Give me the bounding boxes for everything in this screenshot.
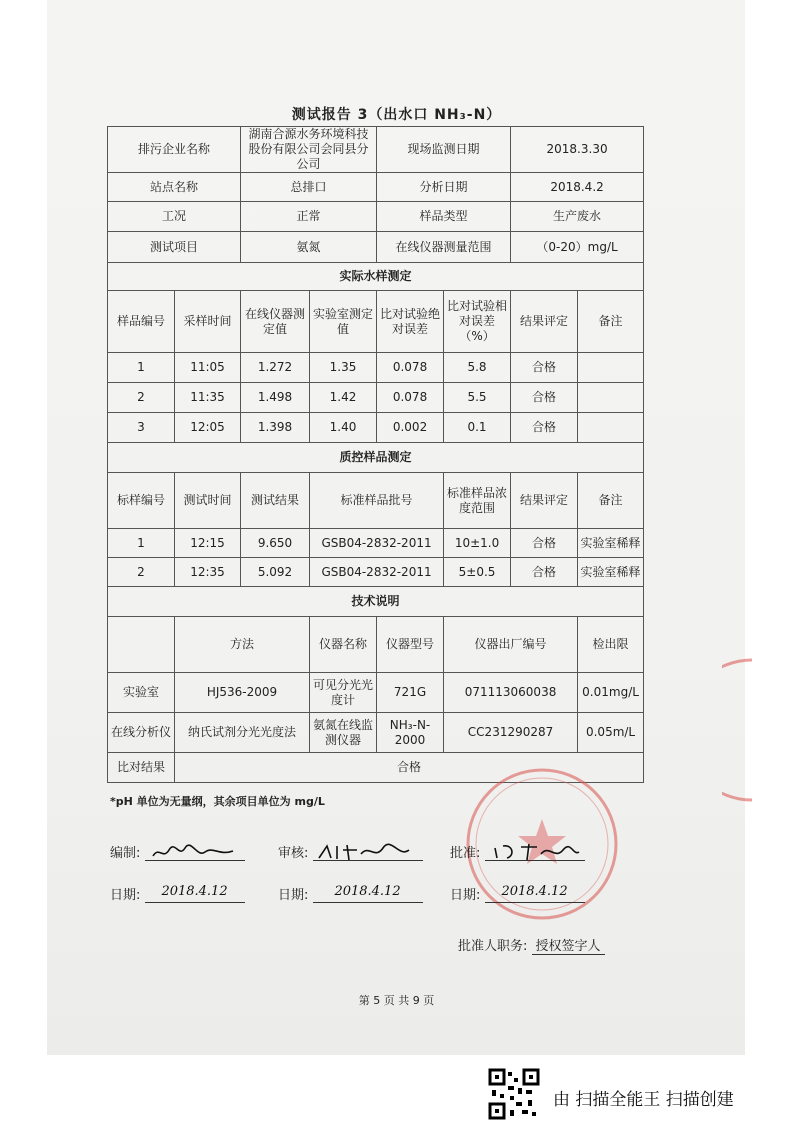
table-row	[108, 529, 644, 558]
tech-limit: 0.05m/L	[578, 713, 644, 753]
qc-header-cell: 测试时间	[175, 473, 241, 529]
reviewer-signature	[313, 842, 423, 861]
qc-batch: GSB04-2832-2011	[310, 529, 444, 558]
sample-time: 11:35	[175, 383, 241, 413]
header-row-enterprise	[108, 127, 644, 173]
sample-type-label: 样品类型	[377, 202, 511, 232]
qc-header-row	[108, 473, 644, 529]
remark	[578, 383, 644, 413]
tech-serial: CC231290287	[444, 713, 578, 753]
qc-section-row	[108, 443, 644, 473]
monitor-date-value: 2018.3.30	[511, 127, 644, 173]
date-label: 日期:	[110, 888, 141, 903]
qc-header-cell: 备注	[578, 473, 644, 529]
editor-signature	[145, 842, 245, 861]
actual-section-title: 实际水样测定	[108, 263, 644, 291]
tech-section-row	[108, 587, 644, 617]
position-value: 授权签字人	[532, 939, 605, 955]
rel-error: 5.8	[444, 353, 511, 383]
report-title: 测试报告 3（出水口 NH₃-N）	[291, 107, 502, 123]
tech-instrument-name: 氨氮在线监测仪器	[310, 713, 377, 753]
date-block-1	[110, 884, 245, 903]
sample-time: 12:05	[175, 413, 241, 443]
table-row	[108, 713, 644, 753]
qc-batch: GSB04-2832-2011	[310, 558, 444, 587]
qc-header-cell: 结果评定	[511, 473, 578, 529]
handwritten-date: 2018.4.12	[145, 884, 245, 903]
actual-header-cell: 采样时间	[175, 291, 241, 353]
tech-header-row	[108, 617, 644, 673]
tech-header-cell: 仪器出厂编号	[444, 617, 578, 673]
header-row-test-item	[108, 232, 644, 263]
qc-eval: 合格	[511, 558, 578, 587]
tech-section-title: 技术说明	[108, 587, 644, 617]
compare-value: 合格	[175, 753, 644, 783]
sample-no: 2	[108, 383, 175, 413]
qc-section-title: 质控样品测定	[108, 443, 644, 473]
test-item-label: 测试项目	[108, 232, 241, 263]
page-number: 第 5 页 共 9 页	[358, 994, 435, 1007]
enterprise-value: 湖南合源水务环境科技股份有限公司会同县分公司	[241, 127, 377, 173]
tech-header-cell: 仪器名称	[310, 617, 377, 673]
qc-header-cell: 标样编号	[108, 473, 175, 529]
compare-label: 比对结果	[108, 753, 175, 783]
qc-no: 2	[108, 558, 175, 587]
actual-header-cell: 比对试验绝对误差	[377, 291, 444, 353]
qc-remark: 实验室稀释	[578, 558, 644, 587]
table-row	[108, 383, 644, 413]
tech-row-label: 在线分析仪	[108, 713, 175, 753]
actual-header-cell: 实验室测定值	[310, 291, 377, 353]
online-value: 1.398	[241, 413, 310, 443]
rel-error: 5.5	[444, 383, 511, 413]
date-label: 日期:	[450, 888, 481, 903]
edge-stamp	[722, 655, 752, 805]
remark	[578, 413, 644, 443]
qc-header-cell: 测试结果	[241, 473, 310, 529]
qc-time: 12:35	[175, 558, 241, 587]
date-block-3	[450, 884, 585, 903]
date-label: 日期:	[278, 888, 309, 903]
abs-error: 0.002	[377, 413, 444, 443]
actual-header-cell: 在线仪器测定值	[241, 291, 310, 353]
actual-header-cell: 备注	[578, 291, 644, 353]
actual-header-cell: 比对试验相对误差（%）	[444, 291, 511, 353]
qc-header-cell: 标准样品批号	[310, 473, 444, 529]
condition-value: 正常	[241, 202, 377, 232]
qc-range: 10±1.0	[444, 529, 511, 558]
qc-range: 5±0.5	[444, 558, 511, 587]
lab-value: 1.40	[310, 413, 377, 443]
tech-method: 纳氏试剂分光光度法	[175, 713, 310, 753]
actual-header-cell: 结果评定	[511, 291, 578, 353]
qc-result: 5.092	[241, 558, 310, 587]
sample-no: 1	[108, 353, 175, 383]
site-label: 站点名称	[108, 173, 241, 202]
range-label: 在线仪器测量范围	[377, 232, 511, 263]
sample-no: 3	[108, 413, 175, 443]
site-value: 总排口	[241, 173, 377, 202]
actual-section-row	[108, 263, 644, 291]
table-row	[108, 353, 644, 383]
tech-header-cell: 仪器型号	[377, 617, 444, 673]
monitor-date-label: 现场监测日期	[377, 127, 511, 173]
lab-value: 1.35	[310, 353, 377, 383]
remark	[578, 353, 644, 383]
tech-model: NH₃-N-2000	[377, 713, 444, 753]
tech-header-cell: 方法	[175, 617, 310, 673]
rel-error: 0.1	[444, 413, 511, 443]
header-row-site	[108, 173, 644, 202]
scanner-watermark: 由 扫描全能王 扫描创建	[553, 1090, 734, 1110]
header-row-condition	[108, 202, 644, 232]
position-label: 批准人职务:	[458, 939, 528, 954]
test-item-value: 氨氮	[241, 232, 377, 263]
date-block-2	[278, 884, 423, 903]
handwritten-date: 2018.4.12	[485, 884, 585, 903]
result-eval: 合格	[511, 383, 578, 413]
reviewer-label: 审核:	[278, 846, 309, 861]
abs-error: 0.078	[377, 383, 444, 413]
tech-row-label: 实验室	[108, 673, 175, 713]
qc-eval: 合格	[511, 529, 578, 558]
reviewer-signature-block	[278, 842, 423, 861]
table-row	[108, 673, 644, 713]
tech-header-empty	[108, 617, 175, 673]
online-value: 1.498	[241, 383, 310, 413]
approver-position-block	[458, 935, 605, 954]
qc-remark: 实验室稀释	[578, 529, 644, 558]
analysis-date-label: 分析日期	[377, 173, 511, 202]
tech-model: 721G	[377, 673, 444, 713]
tech-instrument-name: 可见分光光度计	[310, 673, 377, 713]
abs-error: 0.078	[377, 353, 444, 383]
condition-label: 工况	[108, 202, 241, 232]
approver-label: 批准:	[450, 846, 481, 861]
enterprise-label: 排污企业名称	[108, 127, 241, 173]
qc-result: 9.650	[241, 529, 310, 558]
approver-signature	[485, 842, 585, 861]
tech-method: HJ536-2009	[175, 673, 310, 713]
lab-value: 1.42	[310, 383, 377, 413]
actual-header-row	[108, 291, 644, 353]
tech-limit: 0.01mg/L	[578, 673, 644, 713]
actual-header-cell: 样品编号	[108, 291, 175, 353]
sample-type-value: 生产废水	[511, 202, 644, 232]
result-eval: 合格	[511, 413, 578, 443]
tech-serial: 071113060038	[444, 673, 578, 713]
handwritten-date: 2018.4.12	[313, 884, 423, 903]
editor-signature-block	[110, 842, 245, 861]
qr-code-icon	[488, 1068, 540, 1120]
editor-label: 编制:	[110, 846, 141, 861]
table-row	[108, 558, 644, 587]
report-table	[107, 126, 644, 783]
sample-time: 11:05	[175, 353, 241, 383]
result-eval: 合格	[511, 353, 578, 383]
online-value: 1.272	[241, 353, 310, 383]
analysis-date-value: 2018.4.2	[511, 173, 644, 202]
qc-header-cell: 标准样品浓度范围	[444, 473, 511, 529]
approver-signature-block	[450, 842, 585, 861]
qc-time: 12:15	[175, 529, 241, 558]
unit-note: *pH 单位为无量纲，其余项目单位为 mg/L	[110, 795, 325, 808]
range-value: （0-20）mg/L	[511, 232, 644, 263]
table-row	[108, 413, 644, 443]
qc-no: 1	[108, 529, 175, 558]
tech-header-cell: 检出限	[578, 617, 644, 673]
